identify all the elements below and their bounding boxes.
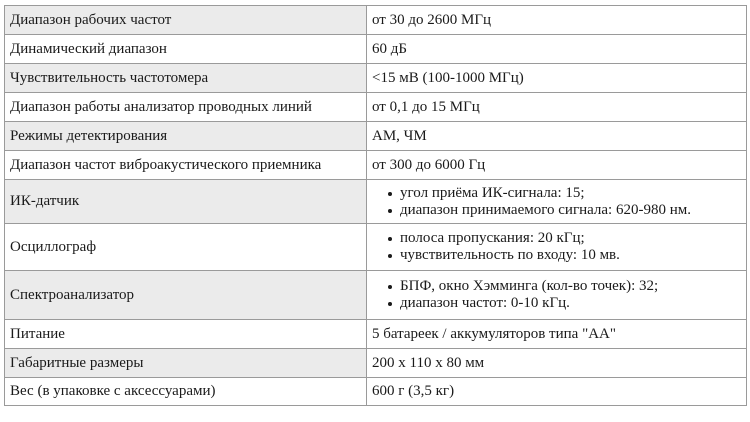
- table-row: [5, 64, 747, 93]
- table-row: [5, 224, 747, 271]
- table-row: [5, 349, 747, 378]
- spec-value: 600 г (3,5 кг): [367, 378, 747, 406]
- list-item: угол приёма ИК-сигнала: 15;: [400, 185, 741, 202]
- list-item: чувствительность по входу: 10 мв.: [400, 247, 741, 264]
- table-row: [5, 378, 747, 406]
- spec-value: АМ, ЧМ: [367, 122, 747, 151]
- spec-name: Габаритные размеры: [5, 349, 367, 378]
- table-row: [5, 6, 747, 35]
- spec-name: ИК-датчик: [5, 180, 367, 224]
- spec-value: от 0,1 до 15 МГц: [367, 93, 747, 122]
- spec-name: Чувствительность частотомера: [5, 64, 367, 93]
- spec-value: от 300 до 6000 Гц: [367, 151, 747, 180]
- bullet-list: [372, 230, 741, 264]
- spec-name: Питание: [5, 320, 367, 349]
- list-item: полоса пропускания: 20 кГц;: [400, 230, 741, 247]
- spec-name: Диапазон работы анализатор проводных линий: [5, 93, 367, 122]
- spec-name: Диапазон частот виброакустического приемника: [5, 151, 367, 180]
- bullet-list: [372, 185, 741, 219]
- list-item: диапазон принимаемого сигнала: 620-980 нм.: [400, 202, 741, 219]
- table-row: [5, 35, 747, 64]
- spec-name: Режимы детектирования: [5, 122, 367, 151]
- bullet-list: [372, 278, 741, 312]
- spec-value-list: [367, 271, 747, 320]
- table-row: [5, 151, 747, 180]
- spec-value: 5 батареек / аккумуляторов типа "АА": [367, 320, 747, 349]
- specifications-table: [4, 5, 747, 406]
- list-item: диапазон частот: 0-10 кГц.: [400, 295, 741, 312]
- spec-name: Спектроанализатор: [5, 271, 367, 320]
- table-row: [5, 180, 747, 224]
- spec-value-list: [367, 224, 747, 271]
- spec-value: <15 мВ (100-1000 МГц): [367, 64, 747, 93]
- spec-value: 200 х 110 х 80 мм: [367, 349, 747, 378]
- spec-value: от 30 до 2600 МГц: [367, 6, 747, 35]
- spec-name: Динамический диапазон: [5, 35, 367, 64]
- list-item: БПФ, окно Хэмминга (кол-во точек): 32;: [400, 278, 741, 295]
- spec-value-list: [367, 180, 747, 224]
- spec-name: Диапазон рабочих частот: [5, 6, 367, 35]
- table-row: [5, 320, 747, 349]
- spec-name: Вес (в упаковке с аксессуарами): [5, 378, 367, 406]
- table-row: [5, 93, 747, 122]
- spec-value: 60 дБ: [367, 35, 747, 64]
- table-row: [5, 122, 747, 151]
- spec-name: Осциллограф: [5, 224, 367, 271]
- table-row: [5, 271, 747, 320]
